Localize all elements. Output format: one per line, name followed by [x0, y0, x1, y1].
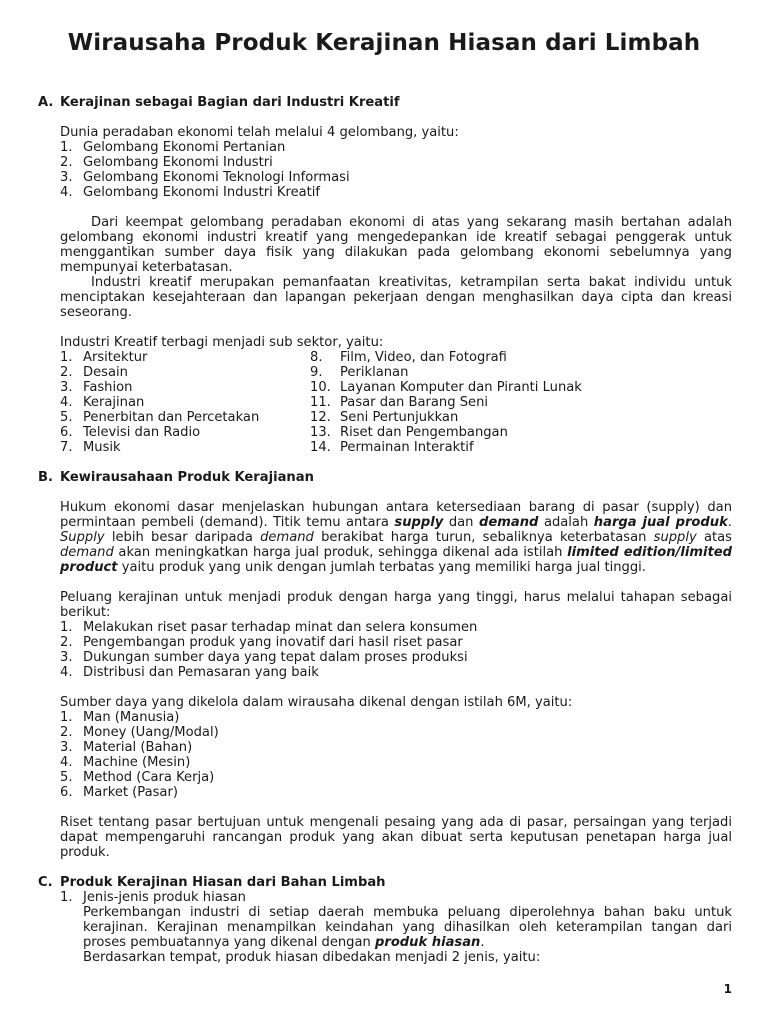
list-number: 11.: [310, 395, 331, 410]
list-item: [310, 425, 732, 440]
subsector-intro: Industri Kreatif terbagi menjadi sub sektor, yaitu:: [60, 335, 384, 350]
list-text: Pasar dan Barang Seni: [340, 395, 489, 410]
list-item: [60, 785, 732, 800]
list-number: 3.: [60, 170, 73, 185]
list-text: Distribusi dan Pemasaran yang baik: [83, 665, 319, 680]
list-item: [310, 440, 732, 455]
list-text: Melakukan riset pasar terhadap minat dan selera konsumen: [83, 620, 478, 635]
section-letter: C.: [38, 875, 53, 890]
list-number: 6.: [60, 425, 73, 440]
list-number: 2.: [60, 365, 73, 380]
list-text: Layanan Komputer dan Piranti Lunak: [340, 380, 582, 395]
list-text: Desain: [83, 365, 128, 380]
list-number: 9.: [310, 365, 323, 380]
supply-demand-paragraph: Hukum ekonomi dasar menjelaskan hubungan antara ketersediaan barang di pasar (supply) dan permintaan pembeli (demand). Titik temu antara supply dan demand adalah harga jual produk. Supply lebih besar daripada demand berakibat harga turun, sebaliknya keterbatasan supply atas demand akan meningkatkan harga jual produk, sehingga dikenal ada istilah limited edition/limited product yaitu produk yang unik dengan jumlah terbatas yang memiliki harga jual tinggi.: [60, 500, 733, 575]
subsector-columns: [60, 350, 732, 455]
section-letter: B.: [38, 470, 53, 485]
list-text: Gelombang Ekonomi Teknologi Informasi: [83, 170, 350, 185]
list-text: Musik: [83, 440, 121, 455]
list-item: [60, 395, 310, 410]
section-title: Produk Kerajinan Hiasan dari Bahan Limbah: [60, 875, 386, 890]
section-c-heading: [38, 875, 732, 890]
list-text: Permainan Interaktif: [340, 440, 474, 455]
list-text: Periklanan: [340, 365, 409, 380]
section-letter: A.: [38, 95, 54, 110]
list-number: 4.: [60, 665, 73, 680]
list-number: 1.: [60, 350, 73, 365]
list-number: 6.: [60, 785, 73, 800]
list-item: 1. Jenis-jenis produk hiasan: [60, 890, 246, 905]
list-item: [310, 410, 732, 425]
list-number: 4.: [60, 755, 73, 770]
list-number: 1.: [60, 140, 73, 155]
waves-list: [60, 140, 732, 200]
list-number: 3.: [60, 380, 73, 395]
list-item: [60, 650, 732, 665]
list-text: Market (Pasar): [83, 785, 178, 800]
list-text: Man (Manusia): [83, 710, 180, 725]
list-number: 13.: [310, 425, 331, 440]
steps-list: [60, 620, 732, 680]
list-number: 14.: [310, 440, 331, 455]
list-number: 2.: [60, 635, 73, 650]
list-number: 4.: [60, 395, 73, 410]
subsector-list-left: [60, 350, 310, 455]
list-text: Gelombang Ekonomi Pertanian: [83, 140, 286, 155]
list-number: 5.: [60, 410, 73, 425]
list-number: 10.: [310, 380, 331, 395]
list-item: [310, 350, 732, 365]
list-number: 2.: [60, 155, 73, 170]
list-number: 4.: [60, 185, 73, 200]
page-number: 1: [723, 982, 732, 996]
list-item: [60, 410, 310, 425]
paragraph: Perkembangan industri di setiap daerah membuka peluang diperolehnya bahan baku untuk kerajinan. Kerajinan menampilkan keindahan yang dihasilkan oleh keterampilan tangan dari proses pembuatannya yang dikenal dengan produk hiasan.: [83, 905, 732, 950]
list-number: 7.: [60, 440, 73, 455]
paragraph: Peluang kerajinan untuk menjadi produk dengan harga yang tinggi, harus melalui tahapan sebagai berikut:: [60, 590, 732, 620]
list-item: [60, 170, 732, 185]
section-a-heading: [38, 95, 732, 110]
list-item: [60, 425, 310, 440]
list-item: [60, 620, 732, 635]
list-text: Money (Uang/Modal): [83, 725, 219, 740]
list-item: [60, 350, 310, 365]
list-number: 3.: [60, 650, 73, 665]
waves-intro: Dunia peradaban ekonomi telah melalui 4 gelombang, yaitu:: [60, 125, 459, 140]
list-number: 12.: [310, 410, 331, 425]
list-number: 2.: [60, 725, 73, 740]
list-item: [60, 155, 732, 170]
paragraph: Dari keempat gelombang peradaban ekonomi di atas yang sekarang masih bertahan adalah gelombang ekonomi industri kreatif yang mengedepankan ide kreatif sebagai penggerak untuk menggantikan sumber daya fisik yang dilakukan pada gelombang ekonomi sebelumnya yang mempunyai keterbatasan.: [60, 215, 732, 275]
list-item: [310, 395, 732, 410]
list-text: Method (Cara Kerja): [83, 770, 215, 785]
sixm-list: [60, 710, 732, 800]
list-item: [60, 665, 732, 680]
sixm-intro: Sumber daya yang dikelola dalam wirausaha dikenal dengan istilah 6M, yaitu:: [60, 695, 573, 710]
list-number: 5.: [60, 770, 73, 785]
list-item: [60, 725, 732, 740]
list-item: [60, 140, 732, 155]
list-text: Arsitektur: [83, 350, 148, 365]
list-item: [310, 365, 732, 380]
list-text: Machine (Mesin): [83, 755, 191, 770]
list-text: Seni Pertunjukkan: [340, 410, 459, 425]
list-item: [60, 770, 732, 785]
paragraph: Berdasarkan tempat, produk hiasan dibedakan menjadi 2 jenis, yaitu:: [83, 950, 541, 965]
list-item: [60, 380, 310, 395]
list-text: Dukungan sumber daya yang tepat dalam proses produksi: [83, 650, 468, 665]
list-text: Kerajinan: [83, 395, 145, 410]
list-text: Gelombang Ekonomi Industri: [83, 155, 273, 170]
list-item: [60, 740, 732, 755]
paragraph: Industri kreatif merupakan pemanfaatan kreativitas, ketrampilan serta bakat individu untuk menciptakan kesejahteraan dan lapangan pekerjaan dengan menghasilkan daya cipta dan kreasi seseorang.: [60, 275, 732, 320]
list-text: Pengembangan produk yang inovatif dari hasil riset pasar: [83, 635, 463, 650]
list-item: [60, 365, 310, 380]
list-text: Riset dan Pengembangan: [340, 425, 508, 440]
list-item: [60, 755, 732, 770]
list-text: Gelombang Ekonomi Industri Kreatif: [83, 185, 321, 200]
list-text: Penerbitan dan Percetakan: [83, 410, 260, 425]
section-title: Kerajinan sebagai Bagian dari Industri Kreatif: [60, 95, 400, 110]
document-body: [38, 95, 732, 965]
list-item: [60, 710, 732, 725]
list-item: [60, 635, 732, 650]
list-item: [60, 185, 732, 200]
list-text: Fashion: [83, 380, 133, 395]
page-title: Wirausaha Produk Kerajinan Hiasan dari Limbah: [67, 30, 701, 56]
list-text: Televisi dan Radio: [83, 425, 201, 440]
list-text: Film, Video, dan Fotografi: [340, 350, 507, 365]
list-item: [60, 440, 310, 455]
list-text: Material (Bahan): [83, 740, 193, 755]
section-title: Kewirausahaan Produk Kerajianan: [60, 470, 314, 485]
list-number: 1.: [60, 620, 73, 635]
list-number: 3.: [60, 740, 73, 755]
paragraph: Riset tentang pasar bertujuan untuk mengenali pesaing yang ada di pasar, persaingan yang terjadi dapat mempengaruhi rancangan produk yang akan dibuat serta keputusan penetapan harga jual produk.: [60, 815, 732, 860]
section-b-heading: [38, 470, 732, 485]
list-number: 1.: [60, 710, 73, 725]
list-item: [310, 380, 732, 395]
list-number: 8.: [310, 350, 323, 365]
subsector-list-right: [310, 350, 732, 455]
